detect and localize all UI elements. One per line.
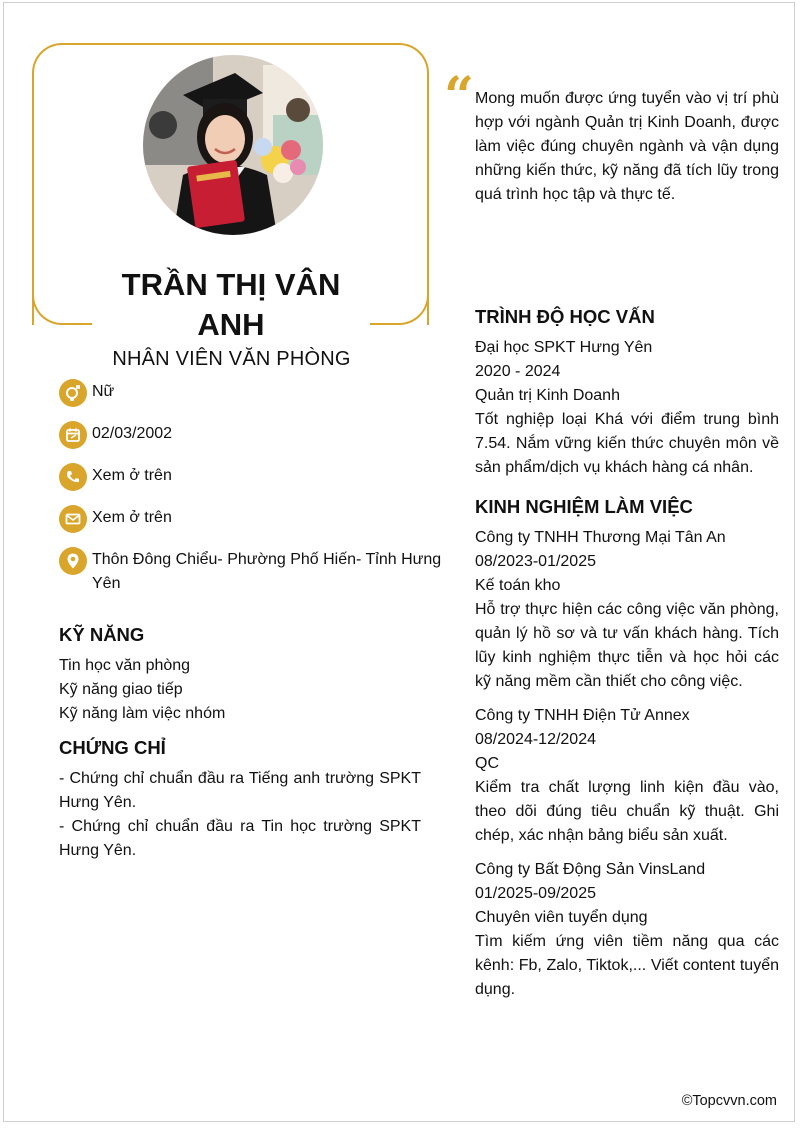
contact-text: Xem ở trên <box>92 509 172 526</box>
contact-email <box>59 505 449 533</box>
career-objective: Mong muốn được ứng tuyển vào vị trí phù hợp với ngành Quản trị Kinh Doanh, được làm việc đúng chuyên ngành và vận dụng những kiến thức, kỹ năng đã tích lũy trong quá trình học tập và thực tế. <box>475 90 779 203</box>
job-entry <box>475 858 779 1002</box>
job-role: Kế toán kho <box>475 577 561 594</box>
education-period: 2020 - 2024 <box>475 363 561 380</box>
skill-item: Kỹ năng làm việc nhóm <box>59 705 226 722</box>
education-major: Quản trị Kinh Doanh <box>475 387 620 404</box>
contact-address <box>59 547 449 596</box>
section-heading: KINH NGHIỆM LÀM VIỆC <box>475 496 693 517</box>
contact-text: 02/03/2002 <box>92 425 173 442</box>
job-entry <box>475 526 779 694</box>
job-title: NHÂN VIÊN VĂN PHÒNG <box>112 348 351 370</box>
calendar-icon <box>59 421 87 449</box>
contact-phone <box>59 463 449 491</box>
job-description: Hỗ trợ thực hiện các công việc văn phòng, quản lý hồ sơ và tư vấn khách hàng. Tích lũy kinh nghiệm thực tiễn và học hỏi các kỹ năng mềm cần thiết cho công việc. <box>475 601 779 690</box>
job-entry <box>475 704 779 848</box>
job-company: Công ty Bất Động Sản VinsLand <box>475 861 706 878</box>
job-description: Kiểm tra chất lượng linh kiện đầu vào, theo dõi đúng tiêu chuẩn kỹ thuật. Ghi chép, xác nhận bảng biểu sản xuất. <box>475 779 779 844</box>
gender-icon <box>59 379 87 407</box>
candidate-name: TRẦN THỊ VÂN ANH <box>92 265 370 345</box>
cv-page <box>3 2 795 1122</box>
email-icon <box>59 505 87 533</box>
education-description: Tốt nghiệp loại Khá với điểm trung bình 7.54. Nắm vững kiến thức chuyên môn về sản phẩm/dịch vụ khách hàng cá nhân. <box>475 411 779 476</box>
contact-birthday <box>59 421 449 449</box>
phone-icon <box>59 463 87 491</box>
avatar <box>143 55 323 235</box>
contact-gender <box>59 379 449 407</box>
section-heading: TRÌNH ĐỘ HỌC VẤN <box>475 306 655 327</box>
contact-text: Xem ở trên <box>92 467 172 484</box>
job-company: Công ty TNHH Điện Tử Annex <box>475 707 690 724</box>
job-period: 01/2025-09/2025 <box>475 885 596 902</box>
skill-item: Tin học văn phòng <box>59 657 191 674</box>
job-period: 08/2023-01/2025 <box>475 553 596 570</box>
job-role: QC <box>475 755 499 772</box>
contact-list <box>59 379 449 610</box>
certificate-item: - Chứng chỉ chuẩn đầu ra Tin học trường SPKT Hưng Yên. <box>59 818 421 859</box>
skills-section <box>59 624 421 726</box>
experience-section <box>475 496 779 1012</box>
education-school: Đại học SPKT Hưng Yên <box>475 339 653 356</box>
section-heading: CHỨNG CHỈ <box>59 737 166 758</box>
quote-icon: “ <box>444 66 474 127</box>
certificates-section <box>59 737 421 863</box>
contact-text: Thôn Đông Chiểu- Phường Phố Hiến- Tỉnh Hưng Yên <box>92 551 442 592</box>
copyright-footer: ©Topcvvn.com <box>681 1093 777 1109</box>
job-period: 08/2024-12/2024 <box>475 731 596 748</box>
location-icon <box>59 547 87 575</box>
section-heading: KỸ NĂNG <box>59 624 145 645</box>
education-section <box>475 306 779 480</box>
contact-text: Nữ <box>92 383 115 400</box>
job-description: Tìm kiếm ứng viên tiềm năng qua các kênh: Fb, Zalo, Tiktok,... Viết content tuyển dụng. <box>475 933 779 998</box>
job-role: Chuyên viên tuyển dụng <box>475 909 648 926</box>
job-company: Công ty TNHH Thương Mại Tân An <box>475 529 726 546</box>
skill-item: Kỹ năng giao tiếp <box>59 681 183 698</box>
certificate-item: - Chứng chỉ chuẩn đầu ra Tiếng anh trường SPKT Hưng Yên. <box>59 770 421 811</box>
